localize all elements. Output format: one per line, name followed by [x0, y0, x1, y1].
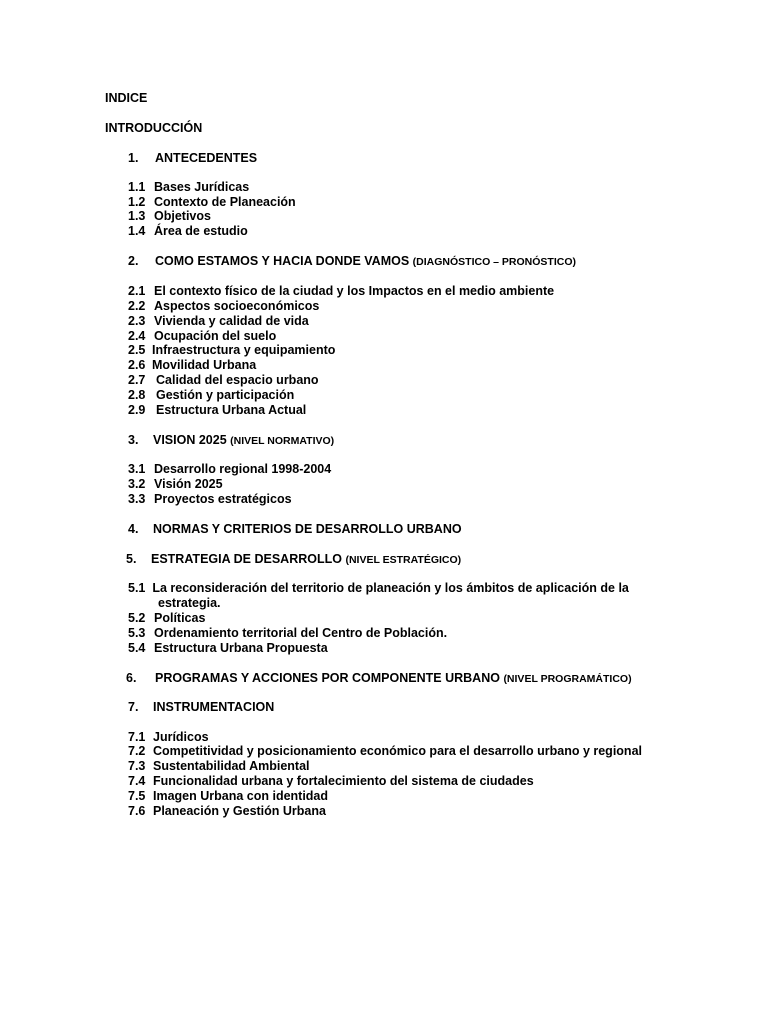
section-heading-7: [128, 700, 274, 715]
item-text: La reconsideración del territorio de planeación y los ámbitos de aplicación de la: [152, 581, 629, 595]
item-number: 7.4: [128, 774, 146, 788]
section-number: 6.: [126, 671, 137, 685]
list-item: [128, 284, 554, 299]
section-heading-3: [128, 433, 334, 449]
list-item: [128, 314, 309, 329]
section-level: (NIVEL ESTRATÉGICO): [345, 554, 462, 566]
list-item: [128, 611, 205, 626]
item-number: 2.6: [128, 358, 146, 372]
item-text: Movilidad Urbana: [152, 358, 257, 372]
list-item: [128, 477, 223, 492]
item-number: 2.1: [128, 284, 146, 298]
item-text: Funcionalidad urbana y fortalecimiento del sistema de ciudades: [153, 774, 534, 788]
list-item: [128, 403, 306, 418]
item-number: 1.1: [128, 180, 146, 194]
section-number: 2.: [128, 254, 139, 268]
section-title: PROGRAMAS Y ACCIONES POR COMPONENTE URBANO: [155, 671, 500, 685]
item-text: Ordenamiento territorial del Centro de Población.: [154, 626, 448, 640]
item-text: Planeación y Gestión Urbana: [153, 804, 326, 818]
item-number: 7.3: [128, 759, 146, 773]
item-number: 7.2: [128, 744, 146, 758]
item-text: Políticas: [154, 611, 206, 625]
item-number: 7.1: [128, 730, 146, 744]
list-item: [128, 789, 328, 804]
item-text: Proyectos estratégicos: [154, 492, 292, 506]
item-number: 2.2: [128, 299, 146, 313]
list-item: [128, 224, 248, 239]
item-number: 2.8: [128, 388, 146, 402]
list-item: [128, 774, 534, 789]
section-heading-1: [128, 151, 257, 166]
item-number: 5.4: [128, 641, 146, 655]
list-item: [128, 626, 447, 641]
list-item-wrapped: [128, 581, 656, 611]
list-item: [128, 358, 256, 373]
list-item: [128, 759, 310, 774]
item-text: Contexto de Planeación: [154, 195, 296, 209]
item-number: 5.2: [128, 611, 146, 625]
section-heading-5: [126, 552, 461, 568]
item-text: Competitividad y posicionamiento económico para el desarrollo urbano y regional: [153, 744, 642, 758]
item-number: 5.3: [128, 626, 146, 640]
section-level: (NIVEL NORMATIVO): [230, 435, 335, 447]
item-text: Infraestructura y equipamiento: [152, 343, 336, 357]
list-item: [128, 462, 331, 477]
section-title: INSTRUMENTACION: [153, 700, 275, 714]
list-item: [128, 388, 294, 403]
section-number: 3.: [128, 433, 139, 447]
item-text: Vivienda y calidad de vida: [154, 314, 309, 328]
item-number: 2.5: [128, 343, 146, 357]
item-text: Estructura Urbana Propuesta: [154, 641, 328, 655]
item-text: Jurídicos: [153, 730, 209, 744]
item-text: Objetivos: [154, 209, 211, 223]
item-number: 3.3: [128, 492, 146, 506]
list-item: [128, 299, 319, 314]
section-number: 4.: [128, 522, 139, 536]
list-item: [128, 373, 319, 388]
list-item: [128, 730, 209, 745]
item-text-continuation: estrategia.: [158, 596, 221, 610]
item-text: Estructura Urbana Actual: [156, 403, 307, 417]
section-number: 7.: [128, 700, 139, 714]
item-text: El contexto físico de la ciudad y los Impactos en el medio ambiente: [154, 284, 555, 298]
list-item: [128, 343, 335, 358]
section-level: (DIAGNÓSTICO – PRONÓSTICO): [412, 256, 577, 268]
item-text: Área de estudio: [154, 224, 248, 238]
item-number: 7.5: [128, 789, 146, 803]
section-title: COMO ESTAMOS Y HACIA DONDE VAMOS: [155, 254, 410, 268]
section-title: ANTECEDENTES: [155, 151, 258, 165]
item-text: Visión 2025: [154, 477, 223, 491]
item-number: 2.3: [128, 314, 146, 328]
list-item: [128, 329, 276, 344]
item-text: Bases Jurídicas: [154, 180, 250, 194]
item-number: 1.2: [128, 195, 146, 209]
list-item: [128, 744, 642, 759]
item-number: 5.1: [128, 581, 146, 595]
item-number: 2.9: [128, 403, 146, 417]
item-number: 3.1: [128, 462, 146, 476]
list-item: [128, 804, 326, 819]
list-item: [128, 195, 296, 210]
item-text: Desarrollo regional 1998-2004: [154, 462, 332, 476]
list-item: [128, 209, 211, 224]
section-title: NORMAS Y CRITERIOS DE DESARROLLO URBANO: [153, 522, 462, 536]
item-number: 2.7: [128, 373, 146, 387]
item-number: 2.4: [128, 329, 146, 343]
item-text: Ocupación del suelo: [154, 329, 277, 343]
section-title: ESTRATEGIA DE DESARROLLO: [151, 552, 342, 566]
section-heading-4: [128, 522, 462, 537]
list-item: [128, 492, 292, 507]
item-number: 7.6: [128, 804, 146, 818]
section-heading-2: [128, 254, 576, 270]
section-level: (NIVEL PROGRAMÁTICO): [503, 673, 632, 685]
list-item: [128, 641, 328, 656]
introduction-title: INTRODUCCIÓN: [105, 121, 203, 135]
section-title: VISION 2025: [153, 433, 227, 447]
item-text: Calidad del espacio urbano: [156, 373, 319, 387]
list-item: [128, 180, 249, 195]
item-number: 1.4: [128, 224, 146, 238]
item-text: Sustentabilidad Ambiental: [153, 759, 310, 773]
item-text: Aspectos socioeconómicos: [154, 299, 320, 313]
section-number: 5.: [126, 552, 137, 566]
item-number: 1.3: [128, 209, 146, 223]
item-text: Gestión y participación: [156, 388, 295, 402]
section-heading-6: [126, 671, 632, 687]
item-number: 3.2: [128, 477, 146, 491]
item-text: Imagen Urbana con identidad: [153, 789, 329, 803]
section-number: 1.: [128, 151, 139, 165]
index-title: INDICE: [105, 91, 148, 105]
